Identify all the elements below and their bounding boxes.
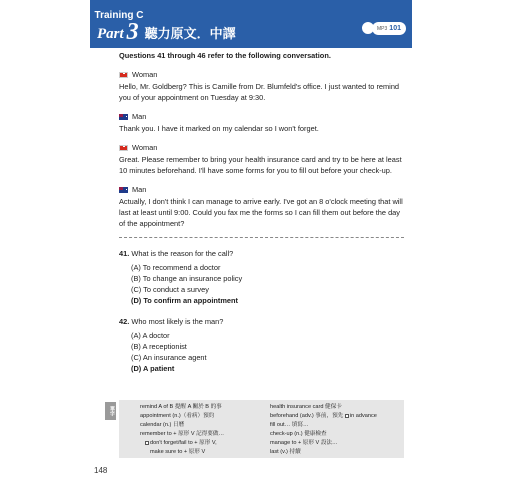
vocab-entry: check-up (n.) 健康檢查 [270, 431, 327, 437]
main-content [119, 50, 404, 384]
speaker-line [119, 184, 404, 195]
speech-text: Thank you. I have it marked on my calendar so I won't forget. [119, 124, 319, 133]
part-number: 3 [126, 19, 139, 45]
synonym-box-icon [345, 414, 349, 418]
vocab-entry-sub [145, 439, 260, 448]
question-number: 41. [119, 249, 130, 258]
mp3-label: MP3 [377, 25, 388, 32]
answer-option: (A) To recommend a doctor [131, 263, 221, 272]
vocabulary-column-left [140, 403, 260, 457]
vocab-entry [270, 412, 400, 421]
conversation-turn [119, 184, 404, 229]
vocab-entry: last (v.) 持續 [270, 449, 301, 455]
conversation [119, 69, 404, 229]
mp3-track-badge [372, 22, 406, 35]
page-number: 148 [94, 466, 108, 475]
conversation-turn [119, 111, 404, 134]
vocab-entry-text: don't forget/fail to + 原形 V, [150, 440, 217, 446]
question-text: What is the reason for the call? [131, 249, 234, 258]
conversation-turn [119, 142, 404, 176]
australia-flag-icon [119, 187, 128, 193]
speech-text: Hello, Mr. Goldberg? This is Camille from Dr. Blumfeld's office. I just wanted to remind you of your appointment on Tuesday at 9:30. [119, 82, 400, 102]
synonym-box-icon [145, 441, 149, 445]
vocabulary-box [109, 400, 404, 458]
canada-flag-icon [119, 72, 128, 78]
speech-text: Actually, I don't think I can manage to arrive early. I've got an 8 o'clock meeting that will last at least until 9:00. Could you fax me the forms so I can fill them out before the day of the appointment? [119, 197, 403, 228]
question-number: 42. [119, 317, 130, 326]
training-tab: Training C [90, 7, 148, 24]
correct-answer-option: (D) A patient [131, 364, 175, 373]
vocab-entry: calendar (n.) 日曆 [140, 422, 185, 428]
mp3-track-number: 101 [389, 25, 401, 32]
answer-option: (A) A doctor [131, 331, 170, 340]
vocab-entry-sub: make sure to + 原形 V [150, 449, 206, 455]
question-text: Who most likely is the man? [131, 317, 224, 326]
answer-option: (B) To change an insurance policy [131, 274, 243, 283]
speaker-name: Woman [132, 70, 158, 79]
section-divider [119, 237, 404, 238]
vocab-entry: remind A of B 提醒 A 關於 B 的事 [140, 404, 222, 410]
speaker-line [119, 111, 404, 122]
vocabulary-column-right [270, 403, 400, 457]
vocabulary-label: 單字 [105, 402, 116, 420]
instruction: Questions 41 through 46 refer to the following conversation. [119, 51, 331, 60]
answer-option: (C) To conduct a survey [131, 285, 209, 294]
speaker-line [119, 69, 404, 80]
answer-option: (C) An insurance agent [131, 353, 207, 362]
answer-option: (B) A receptionist [131, 342, 187, 351]
vocab-synonym: in advance [349, 413, 377, 419]
speaker-name: Man [132, 112, 147, 121]
question-block [119, 248, 404, 306]
speaker-line [119, 142, 404, 153]
vocab-entry: fill out… 填寫… [270, 422, 309, 428]
vocab-entry: manage to + 原形 V 設法… [270, 440, 338, 446]
vocab-entry: appointment (n.)（看病）預約 [140, 413, 215, 419]
canada-flag-icon [119, 145, 128, 151]
speaker-name: Man [132, 185, 147, 194]
vocab-entry: remember to + 原形 V 記得要做… [140, 431, 225, 437]
correct-answer-option: (D) To confirm an appointment [131, 296, 239, 305]
question-block [119, 316, 404, 374]
australia-flag-icon [119, 114, 128, 120]
question-stem [119, 248, 404, 259]
speech-text: Great. Please remember to bring your health insurance card and try to be here at least 10 minutes beforehand. I'll have some forms for you to fill out before your check-up. [119, 155, 402, 175]
question-stem [119, 316, 404, 327]
part-heading [97, 20, 236, 44]
part-title: 聽力原文．中譯 [144, 26, 236, 41]
vocab-entry-text: beforehand (adv.) 事前，預先 [270, 413, 344, 419]
conversation-turn [119, 69, 404, 103]
speaker-name: Woman [132, 143, 158, 152]
part-word: Part [97, 26, 124, 42]
vocab-entry: health insurance card 健保卡 [270, 404, 342, 410]
